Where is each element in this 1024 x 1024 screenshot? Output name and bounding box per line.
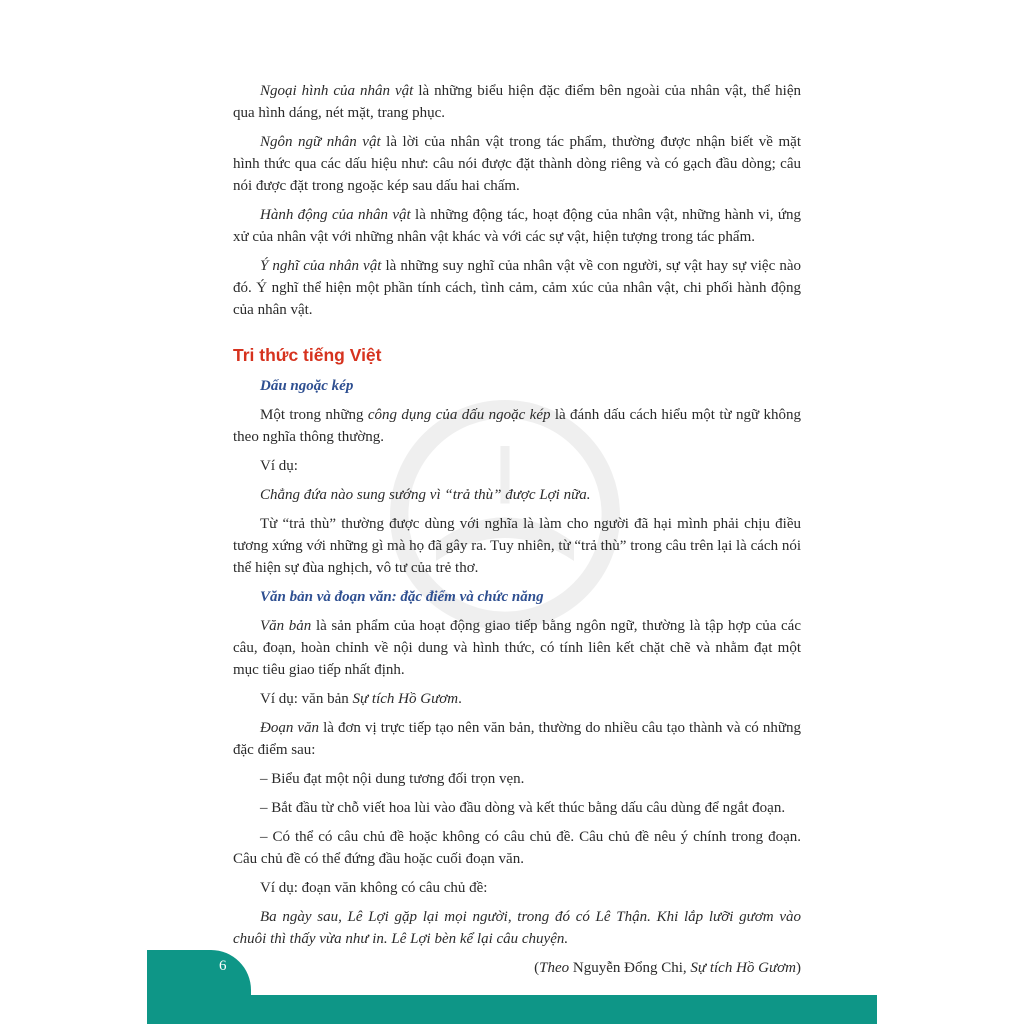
term: Ý nghĩ của nhân vật — [260, 258, 382, 274]
text: là đánh dấu cách hiểu một từ ngữ không theo nghĩa thông thường. — [233, 407, 801, 445]
text: ) — [796, 960, 801, 976]
text: là đơn vị trực tiếp tạo nên văn bản, thường do nhiều câu tạo thành và có những đặc điểm sau: — [233, 720, 801, 758]
section-title: Tri thức tiếng Việt — [233, 345, 382, 365]
page-content — [233, 80, 801, 979]
definition: là những biểu hiện đặc điểm bên ngoài của nhân vật, thể hiện qua hình dáng, nét mặt, trang phục. — [233, 83, 801, 121]
footer-bar — [147, 995, 877, 1024]
term: Hành động của nhân vật — [260, 207, 411, 223]
definition: là những động tác, hoạt động của nhân vật, những hành vi, ứng xử của nhân vật với những nhân vật khác và với các sự vật, hiện tượng trong tác phẩm. — [233, 207, 801, 245]
subheading-quotation-marks: Dấu ngoặc kép — [260, 378, 354, 394]
text: ( — [534, 960, 540, 976]
example-sentence — [233, 484, 801, 506]
text: Ví dụ: văn bản — [260, 691, 353, 707]
text: là sản phẩm của hoạt động giao tiếp bằng ngôn ngữ, thường là tập hợp của các câu, đoạn, hoàn chỉnh về nội dung và hình thức, có tính liên kết chặt chẽ và nhằm đạt một mục tiêu giao tiếp nhất định. — [233, 618, 801, 678]
text: Nguyễn Đổng Chi, — [569, 960, 691, 976]
paragraph-paragraph-definition — [233, 717, 801, 761]
paragraph-quotation-usage — [233, 404, 801, 448]
term: Văn bản — [260, 618, 312, 634]
bullet-item: – Có thể có câu chủ đề hoặc không có câu chủ đề. Câu chủ đề nêu ý chính trong đoạn. Câu chủ đề có thể đứng đầu hoặc cuối đoạn văn. — [233, 829, 801, 867]
paragraph-thought — [233, 255, 801, 321]
term: Đoạn văn — [260, 720, 320, 736]
bullet-item: – Biểu đạt một nội dung tương đối trọn vẹn. — [260, 771, 525, 787]
paragraph-text-definition — [233, 615, 801, 681]
page-number: 6 — [219, 958, 227, 974]
term: công dụng của dấu ngoặc kép — [367, 407, 551, 423]
text: Theo — [539, 960, 570, 976]
text: . — [458, 691, 462, 707]
text: Một trong những — [260, 407, 368, 423]
source-citation — [233, 957, 801, 979]
subheading-text-and-paragraph: Văn bản và đoạn văn: đặc điểm và chức năng — [260, 589, 544, 605]
example-label: Ví dụ: — [260, 458, 298, 474]
title: Sự tích Hồ Gươm — [352, 691, 459, 707]
example-text — [233, 688, 801, 710]
quoted-excerpt — [233, 906, 801, 950]
footer-page-tab — [147, 950, 251, 1000]
paragraph-explanation: Từ “trả thù” thường được dùng với nghĩa là làm cho người đã hại mình phải chịu điều tương xứng với những gì mà họ đã gây ra. Tuy nhiên, từ “trả thù” trong câu trên lại là cách nói thể hiện sự đùa nghịch, vô tư của trẻ thơ. — [233, 516, 801, 576]
definition: là lời của nhân vật trong tác phẩm, thường được nhận biết về mặt hình thức qua các dấu hiệu như: câu nói được đặt thành dòng riêng và có gạch đầu dòng; câu nói được đặt trong ngoặc kép sau dấu hai chấm. — [233, 134, 801, 194]
example-paragraph-label: Ví dụ: đoạn văn không có câu chủ đề: — [260, 880, 488, 896]
text: Chẳng đứa nào sung sướng vì “trả thù” được Lợi nữa. — [260, 487, 591, 503]
definition: là những suy nghĩ của nhân vật về con người, sự vật hay sự việc nào đó. Ý nghĩ thể hiện một phần tính cách, tình cảm, cảm xúc của nhân vật, chi phối hành động của nhân vật. — [233, 258, 801, 318]
term: Ngôn ngữ nhân vật — [260, 134, 381, 150]
title: Sự tích Hồ Gươm — [690, 960, 796, 976]
text: Ba ngày sau, Lê Lợi gặp lại mọi người, trong đó có Lê Thận. Khi lắp lưỡi gươm vào chuôi thì thấy vừa như in. Lê Lợi bèn kể lại câu chuyện. — [233, 909, 801, 947]
paragraph-action — [233, 204, 801, 248]
paragraph-appearance — [233, 80, 801, 124]
paragraph-language — [233, 131, 801, 197]
bullet-item: – Bắt đầu từ chỗ viết hoa lùi vào đầu dòng và kết thúc bằng dấu câu dùng để ngắt đoạn. — [260, 800, 786, 816]
term: Ngoại hình của nhân vật — [260, 83, 414, 99]
